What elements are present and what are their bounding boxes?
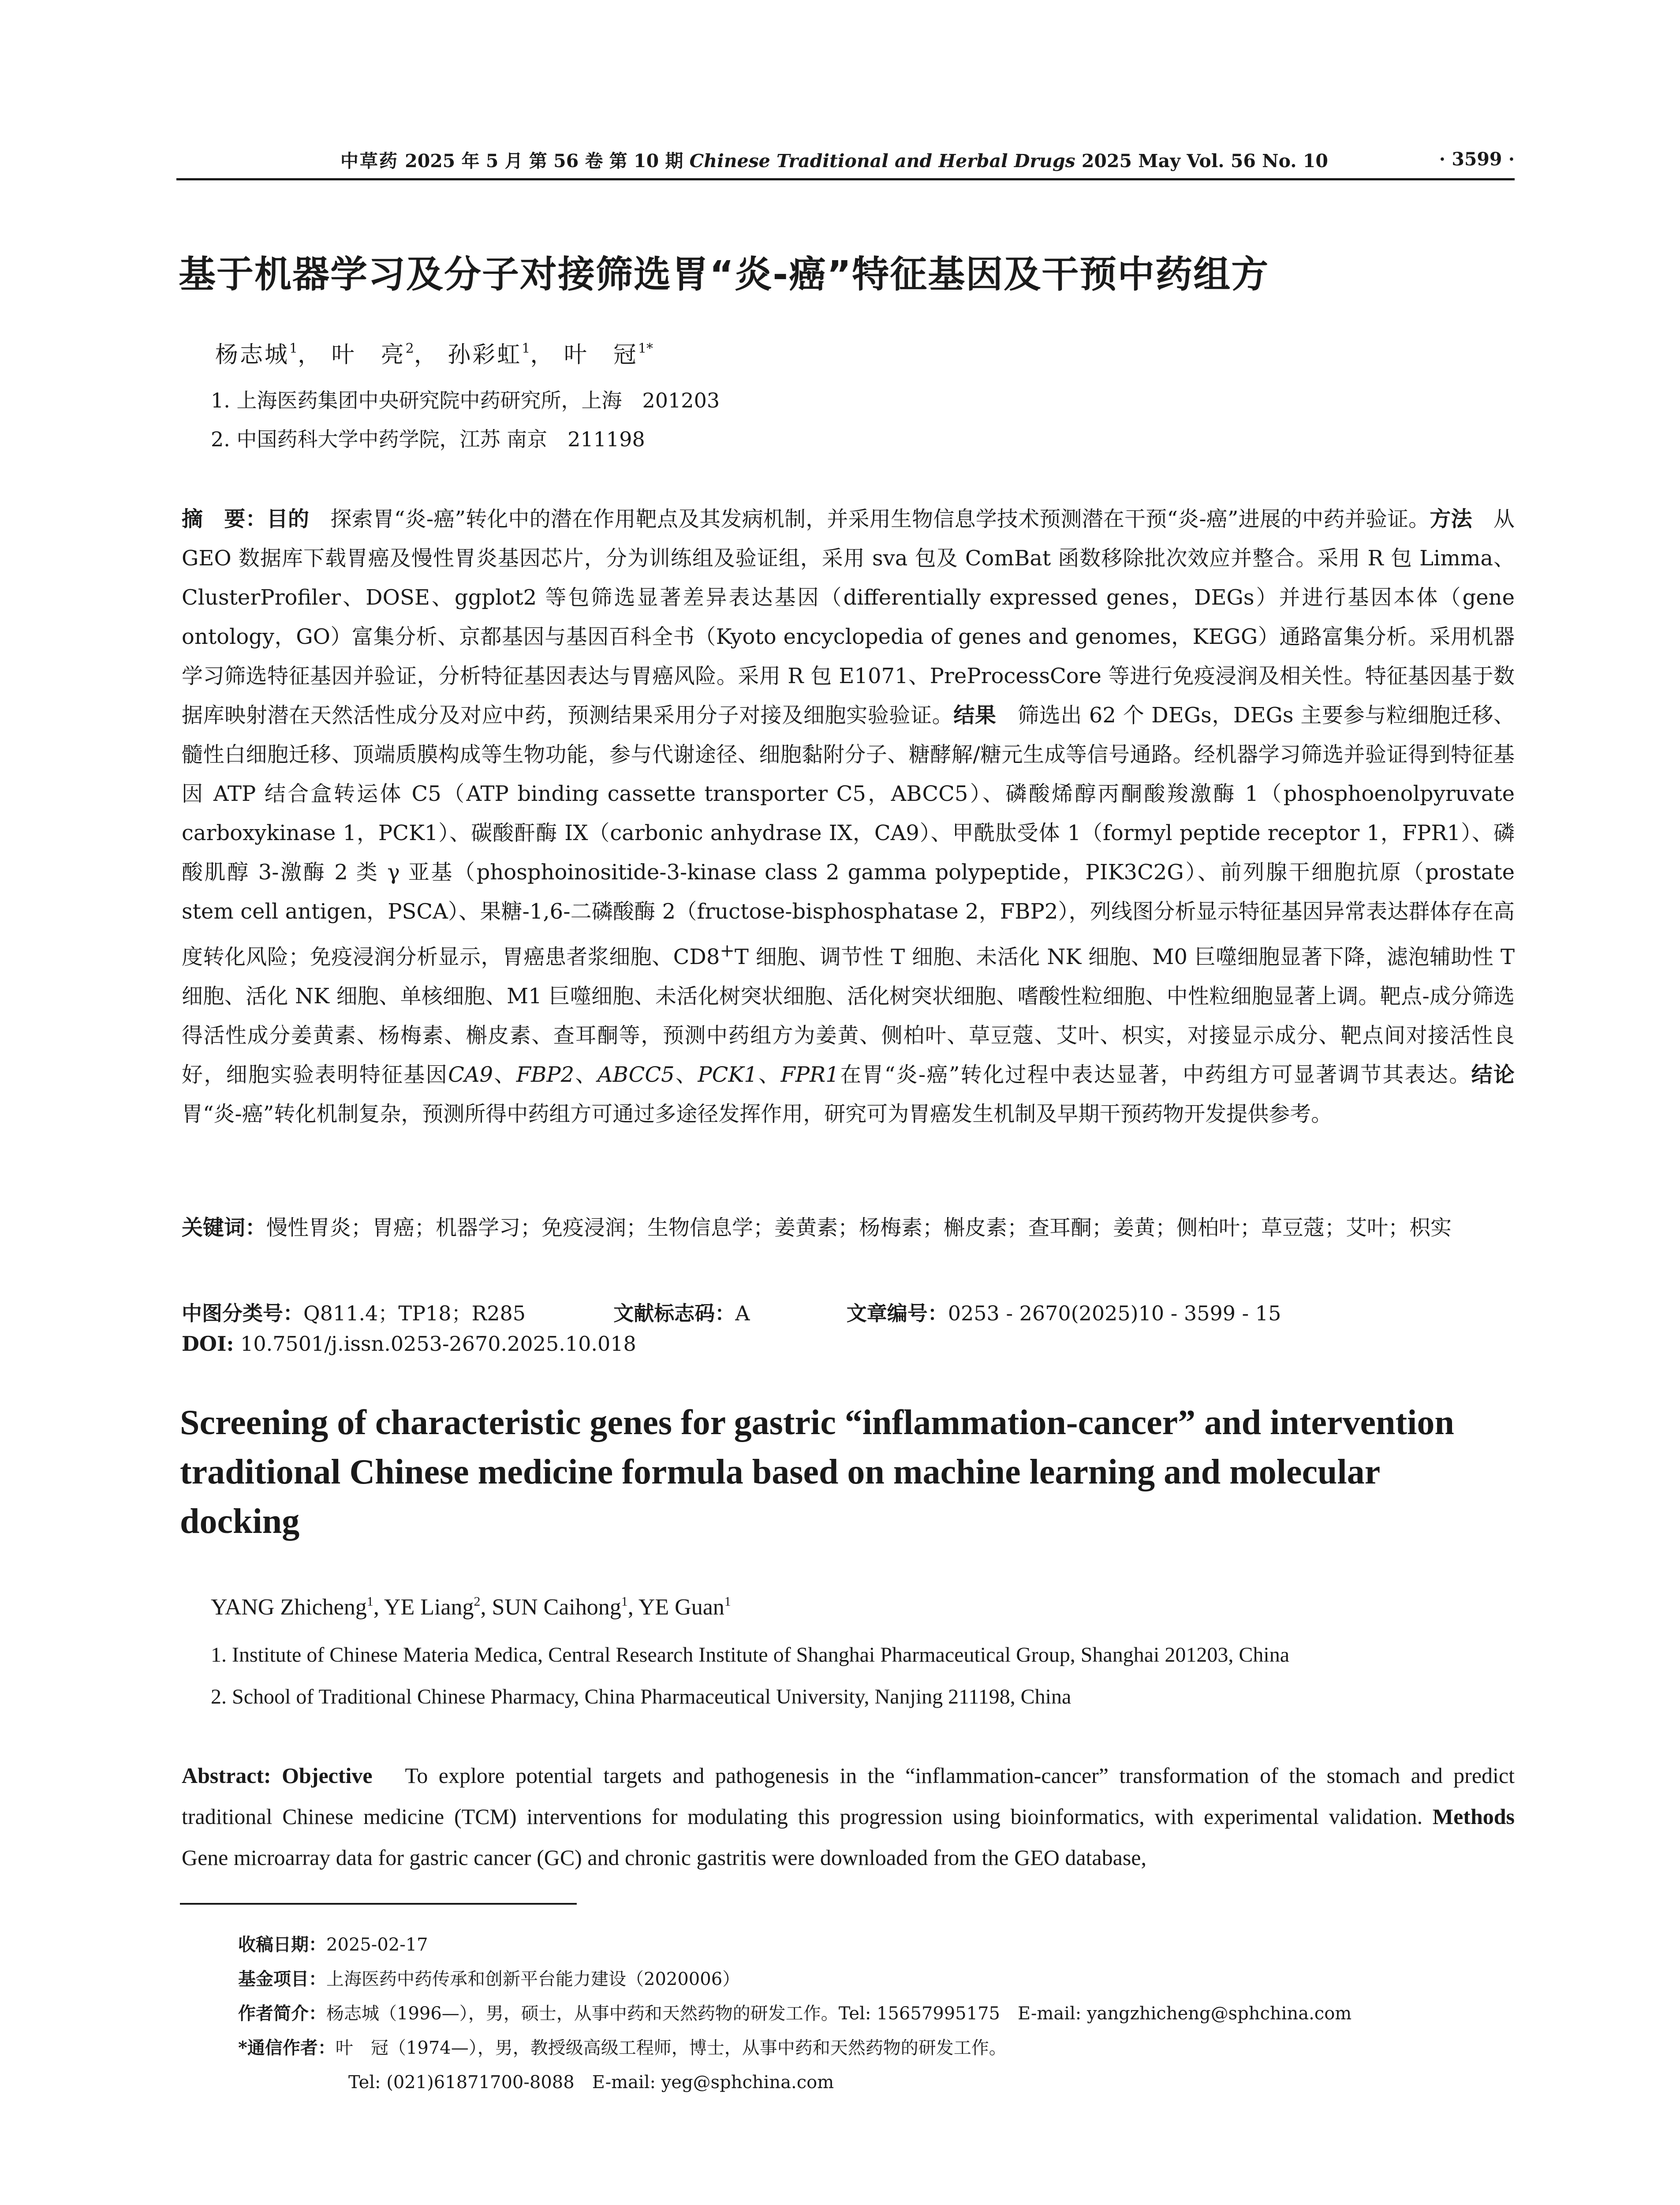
authors-cn: 杨志城$^1$， 叶 亮$^2$， 孙彩虹$^1$， 叶 冠$^{1*}$ xyxy=(215,341,653,368)
header-journal-en: Chinese Traditional and Herbal Drugs xyxy=(689,150,1075,172)
keywords-cn xyxy=(182,1208,1515,1248)
footnote-fund xyxy=(238,1965,740,1990)
classification-line xyxy=(182,1297,1281,1327)
clc-value: Q811.4；TP18；R285 xyxy=(303,1301,526,1325)
corr-label: *通信作者： xyxy=(238,2037,336,2058)
keywords-text: 慢性胃炎；胃癌；机器学习；免疫浸润；生物信息学；姜黄素；杨梅素；槲皮素；查耳酮；姜黄；侧柏叶；草豆蔻；艾叶；枳实 xyxy=(266,1215,1452,1240)
author-name: SUN Caihong xyxy=(492,1595,621,1620)
abstract-en xyxy=(182,1755,1515,1878)
results-sup: + xyxy=(720,941,735,961)
article-no-value: 0253 - 2670(2025)10 - 3599 - 15 xyxy=(948,1301,1281,1325)
objective-label: 目的 xyxy=(266,507,310,531)
gene-separator: 、 xyxy=(574,1062,597,1087)
methods-label: 方法 xyxy=(1430,507,1472,531)
author-sup: 1 xyxy=(522,341,530,356)
abstract-cn xyxy=(182,500,1515,1134)
abstract-en-label: Abstract: xyxy=(182,1763,271,1788)
footnote-divider xyxy=(180,1903,577,1905)
gene-name: FPR1 xyxy=(780,1062,839,1087)
author-name: YANG Zhicheng xyxy=(211,1595,367,1620)
footnote-corresponding-contact: Tel: (021)61871700-8088 E-mail: yeg@sphchina.com xyxy=(348,2072,834,2093)
objective-en-label: Objective xyxy=(282,1763,373,1788)
author-name: YE Guan xyxy=(638,1595,724,1620)
affiliation-en-2: 2. School of Traditional Chinese Pharmacy, China Pharmaceutical University, Nanjing 211198, China xyxy=(211,1685,1071,1708)
author-sup: 1 xyxy=(289,341,298,356)
fund-value: 上海医药中药传承和创新平台能力建设（2020006） xyxy=(326,1969,740,1989)
running-header xyxy=(176,140,1515,180)
fund-label: 基金项目： xyxy=(238,1969,326,1989)
authors-en: YANG Zhicheng$^1$, YE Liang$^2$, SUN Caihong$^1$, YE Guan$^1$ xyxy=(211,1594,731,1620)
author-sup: 1* xyxy=(638,341,653,356)
header-issue-en: 2025 May Vol. 56 No. 10 xyxy=(1081,150,1328,172)
affiliation-cn-1: 1. 上海医药集团中央研究院中药研究所，上海 201203 xyxy=(211,389,720,412)
gene-separator: 、 xyxy=(757,1062,781,1087)
page-number: · 3599 · xyxy=(1439,149,1515,170)
doi-line xyxy=(182,1332,636,1356)
gene-name: CA9 xyxy=(448,1062,493,1087)
corr-value: 叶 冠（1974—），男，教授级高级工程师，博士，从事中药和天然药物的研发工作。 xyxy=(335,2038,1007,2058)
article-no-label: 文章编号： xyxy=(846,1301,948,1325)
conclusion-label: 结论 xyxy=(1471,1062,1515,1087)
author-name: 杨志城 xyxy=(215,342,290,368)
methods-en-label: Methods xyxy=(1432,1804,1515,1829)
gene-name: FBP2 xyxy=(516,1062,575,1087)
doi-label: DOI: xyxy=(182,1332,234,1356)
results-text: T 细胞、调节性 T 细胞、未活化 NK 细胞、M0 巨噬细胞显著下降，滤泡辅助性 T 细胞、活化 NK 细胞、单核细胞、M1 巨噬细胞、未活化树突状细胞、活化树突状细胞、嗜酸性粒细胞、中性粒细胞显著上调。靶点-成分筛选得活性成分姜黄素、杨梅素、槲皮素、查耳酮等，预测中药组方为姜黄、侧柏叶、草豆蔻、艾叶、枳实，对接显示成分、靶点间对接活性良好，细胞实验表明特征基因 xyxy=(182,945,1515,1087)
affiliation-cn-2: 2. 中国药科大学中药学院，江苏 南京 211198 xyxy=(211,427,645,451)
header-issue-cn: 2025 年 5 月 第 56 卷 第 10 期 xyxy=(405,150,683,172)
header-center xyxy=(176,146,1439,172)
author-name: 孙彩虹 xyxy=(448,342,522,368)
author-sup: 2 xyxy=(474,1594,481,1609)
methods-text: 从 GEO 数据库下载胃癌及慢性胃炎基因芯片，分为训练组及验证组，采用 sva 包及 ComBat 函数移除批次效应并整合。采用 R 包 Limma、ClusterProfiler、DOSE、ggplot2 等包筛选显著差异表达基因（differentially expressed genes，DEGs）并进行基因本体（gene ontology，GO）富集分析、京都基因与基因百科全书（Kyoto encyclopedia of genes and genomes，KEGG）通路富集分析。采用机器学习筛选特征基因并验证，分析特征基因表达与胃癌风险。采用 R 包 E1071、PreProcessCore 等进行免疫浸润及相关性。特征基因基于数据库映射潜在天然活性成分及对应中药，预测结果采用分子对接及细胞实验验证。 xyxy=(182,507,1515,728)
results-text: 筛选出 62 个 DEGs，DEGs 主要参与粒细胞迁移、髓性白细胞迁移、顶端质膜构成等生物功能，参与代谢途径、细胞黏附分子、糖酵解/糖元生成等信号通路。经机器学习筛选并验证得到特征基因 ATP 结合盒转运体 C5（ATP binding cassette transporter C5，ABCC5）、磷酸烯醇丙酮酸羧激酶 1（phosphoenolpyruvate carboxykinase 1，PCK1）、碳酸酐酶 IX（carbonic anhydrase IX，CA9）、甲酰肽受体 1（formyl peptide receptor 1，FPR1）、磷酸肌醇 3-激酶 2 类 γ 亚基（phosphoinositide-3-kinase class 2 gamma polypeptide，PIK3C2G）、前列腺干细胞抗原（prostate stem cell antigen，PSCA）、果糖-1,6-二磷酸酶 2（fructose-bisphosphatase 2，FBP2），列线图分析显示特征基因异常表达群体存在高度转化风险；免疫浸润分析显示，胃癌患者浆细胞、CD8 xyxy=(182,703,1515,969)
footnote-author xyxy=(238,1999,1351,2025)
title-cn: 基于机器学习及分子对接筛选胃“炎-癌”特征基因及干预中药组方 xyxy=(179,253,1269,296)
footnote-received xyxy=(238,1931,428,1956)
doc-code-value: A xyxy=(735,1301,750,1325)
objective-text: 探索胃“炎-癌”转化中的潜在作用靶点及其发病机制，并采用生物信息学技术预测潜在干预“炎-癌”进展的中药并验证。 xyxy=(330,507,1430,531)
author-name: 叶 冠 xyxy=(564,342,638,368)
doi-value: 10.7501/j.issn.0253-2670.2025.10.018 xyxy=(240,1332,636,1356)
results-text: 在胃“炎-癌”转化过程中表达显著，中药组方可显著调节其表达。 xyxy=(839,1062,1471,1087)
author-sup: 1 xyxy=(366,1594,373,1609)
gene-separator: 、 xyxy=(493,1062,516,1087)
received-label: 收稿日期： xyxy=(238,1934,326,1955)
methods-en-text: Gene microarray data for gastric cancer (GC) and chronic gastritis were downloaded from the GEO database, xyxy=(182,1845,1146,1870)
author-value: 杨志城（1996—），男，硕士，从事中药和天然药物的研发工作。Tel: 15657995175 E-mail: yangzhicheng@sphchina.com xyxy=(326,2003,1352,2024)
author-sup: 1 xyxy=(724,1594,731,1609)
author-sup: 1 xyxy=(621,1594,628,1609)
keywords-label: 关键词： xyxy=(182,1215,267,1240)
gene-name: ABCC5 xyxy=(597,1062,675,1087)
gene-name: PCK1 xyxy=(698,1062,758,1087)
author-name: 叶 亮 xyxy=(331,342,406,368)
doc-code-label: 文献标志码： xyxy=(613,1301,735,1325)
author-label: 作者简介： xyxy=(238,2003,326,2024)
author-name: YE Liang xyxy=(384,1595,474,1620)
footnote-corresponding xyxy=(238,2034,1007,2059)
header-journal-cn: 中草药 xyxy=(340,150,399,172)
results-label: 结果 xyxy=(953,703,997,728)
affiliation-en-1: 1. Institute of Chinese Materia Medica, Central Research Institute of Shanghai Pharmaceutical Group, Shanghai 201203, China xyxy=(211,1643,1290,1667)
title-en: Screening of characteristic genes for gastric “inflammation-cancer” and intervention traditional Chinese medicine formula based on machine learning and molecular docking xyxy=(180,1403,1454,1541)
clc-label: 中图分类号： xyxy=(182,1301,303,1325)
gene-separator: 、 xyxy=(674,1062,698,1087)
objective-en-text: To explore potential targets and pathogenesis in the “inflammation-cancer” transformation of the stomach and predict traditional Chinese medicine (TCM) interventions for modulating this progression using bioinformatics, with experimental validation. xyxy=(182,1763,1515,1829)
abstract-label: 摘 要： xyxy=(182,507,267,531)
conclusion-text: 胃“炎-癌”转化机制复杂，预测所得中药组方可通过多途径发挥作用，研究可为胃癌发生机制及早期干预药物开发提供参考。 xyxy=(182,1102,1333,1126)
author-sup: 2 xyxy=(405,341,414,356)
received-value: 2025-02-17 xyxy=(326,1935,428,1955)
